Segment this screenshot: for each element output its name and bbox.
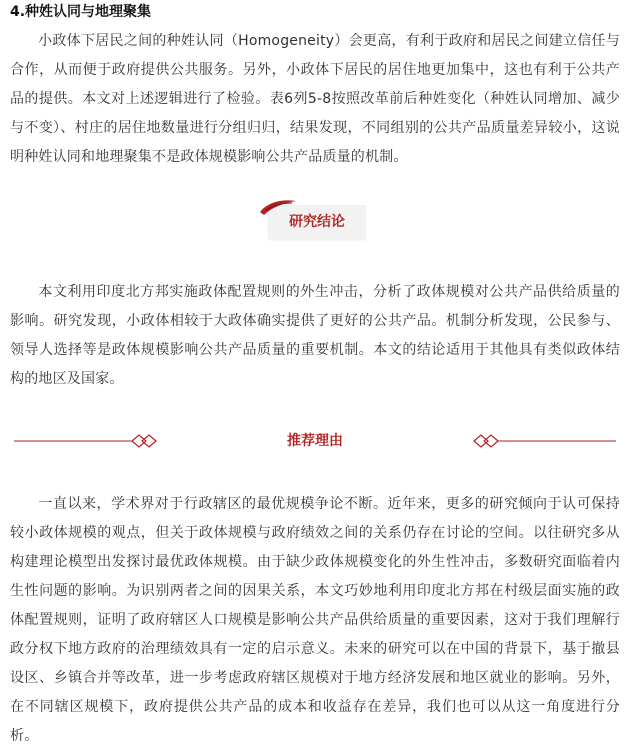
- recommendation-paragraph-text: 一直以来，学术界对于行政辖区的最优规模争论不断。近年来，更多的研究倾向于认可保持较小政体规模的观点，但关于政体规模与政府绩效之间的关系仍存在讨论的空间。以往研究多从构建理论模型出发探讨最优政体规模。由于缺少政体规模变化的外生性冲击，多数研究面临着内生性问题的影响。为识别两者之间的因果关系，本文巧妙地利用印度北方邦在村级层面实施的政体配置规则，证明了政府辖区人口规模是影响公共产品供给质量的重要因素，这对于我们理解行政分权下地方政府的治理绩效具有一定的启示意义。未来的研究可以在中国的背景下，基于撤县设区、乡镇合并等改革，进一步考虑政府辖区规模对于地方经济发展和地区就业的影响。另外，在不同辖区规模下，政府提供公共产品的成本和收益存在差异，我们也可以从这一角度进行分析。: [10, 496, 620, 744]
- conclusion-title-badge: [268, 205, 366, 239]
- conclusion-paragraph: [10, 278, 620, 394]
- mechanism-paragraph-text: 小政体下居民之间的种姓认同（Homogeneity）会更高，有利于政府和居民之间建立信任与合作，从而便于政府提供公共服务。另外，小政体下居民的居住地更加集中，这也有利于公共产品的提供。本文对上述逻辑进行了检验。表6列5-8按照改革前后种姓变化（种姓认同增加、减少与不变）、村庄的居住地数量进行分组归归，结果发现，不同组别的公共产品质量差异较小，这说明种姓认同和地理聚集不是政体规模影响公共产品质量的机制。: [10, 33, 620, 165]
- conclusion-paragraph-text: 本文利用印度北方邦实施政体配置规则的外生冲击，分析了政体规模对公共产品供给质量的影响。研究发现，小政体相较于大政体确实提供了更好的公共产品。机制分析发现，公民参与、领导人选择等是政体规模影响公共产品质量的重要机制。本文的结论适用于其他具有类似政体结构的地区及国家。: [10, 284, 620, 387]
- recommendation-divider: [14, 431, 616, 451]
- recommendation-title: 推荐理由: [287, 433, 343, 449]
- conclusion-title: 研究结论: [289, 214, 345, 230]
- mechanism-paragraph: [10, 27, 620, 172]
- section-heading: 4.种姓认同与地理聚集: [10, 4, 152, 20]
- recommendation-paragraph: [10, 490, 620, 751]
